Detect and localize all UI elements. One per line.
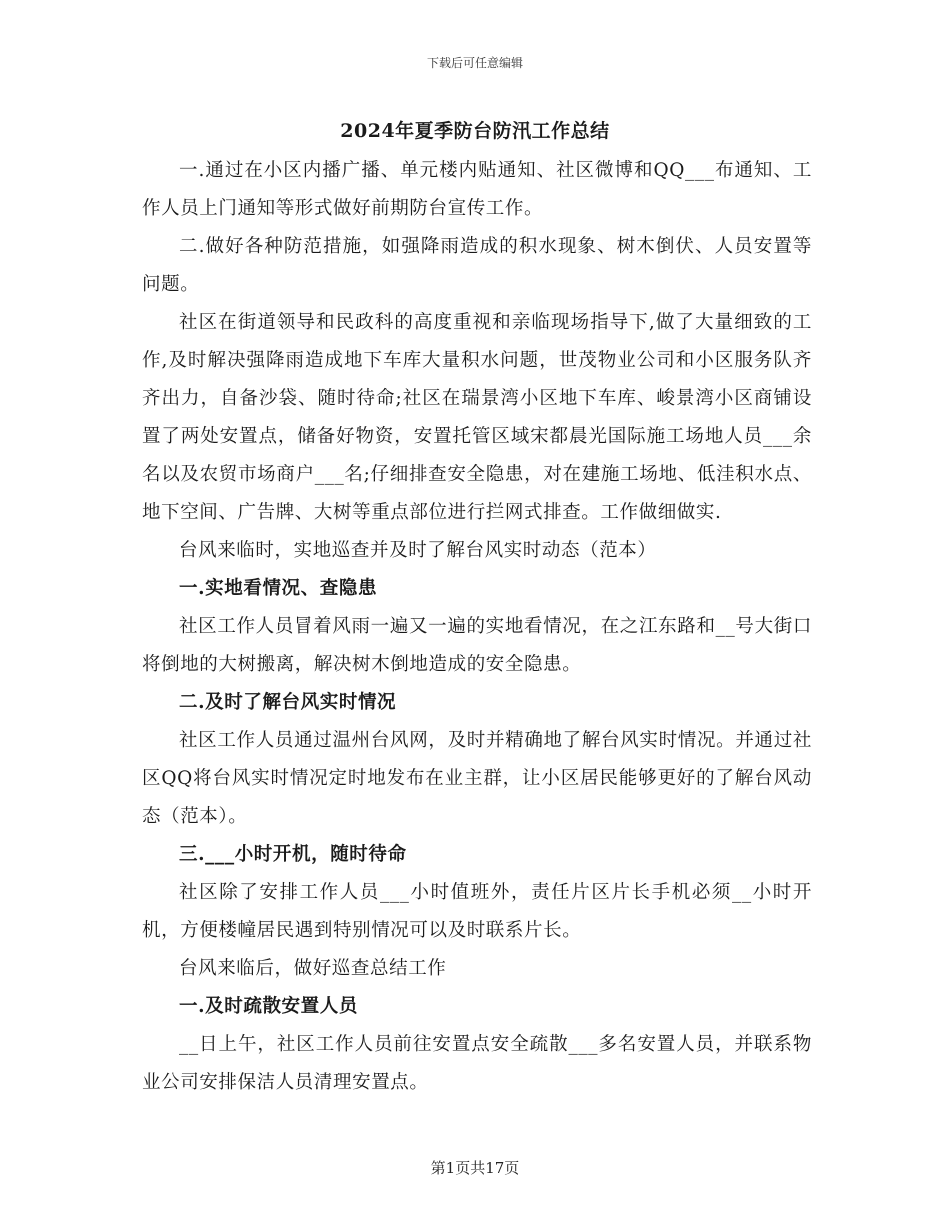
paragraph: 社区工作人员通过温州台风网，及时并精确地了解台风实时情况。并通过社区QQ将台风实时情况定时地发布在业主群，让小区居民能够更好的了解台风动态（范本）。 <box>142 730 812 827</box>
header-note: 下载后可任意编辑 <box>426 56 523 70</box>
section-heading: 二.及时了解台风实时情况 <box>179 692 397 713</box>
paragraph: 社区除了安排工作人员___小时值班外，责任片区片长手机必须__小时开机，方便楼幢居民遇到特别情况可以及时联系片长。 <box>142 882 812 941</box>
document-body <box>142 152 812 1102</box>
section-heading: 三.___小时开机，随时待命 <box>179 844 407 865</box>
paragraph: 社区在街道领导和民政科的高度重视和亲临现场指导下,做了大量细致的工作,及时解决强降雨造成地下车库大量积水问题，世茂物业公司和小区服务队齐齐出力，自备沙袋、随时待命;社区在瑞景湾小区地下车库、峻景湾小区商铺设置了两处安置点，储备好物资，安置托管区域宋都晨光国际施工场地人员___余名以及农贸市场商户___名;仔细排查安全隐患，对在建施工场地、低洼积水点、地下空间、广告牌、大树等重点部位进行拦网式排查。工作做细做实. <box>142 312 812 523</box>
paragraph: 二.做好各种防范措施，如强降雨造成的积水现象、树木倒伏、人员安置等问题。 <box>142 236 812 295</box>
paragraph: 社区工作人员冒着风雨一遍又一遍的实地看情况，在之江东路和__号大街口将倒地的大树搬离，解决树木倒地造成的安全隐患。 <box>142 616 812 675</box>
section-heading: 一.实地看情况、查隐患 <box>179 578 378 599</box>
page-number-footer: 第1页共17页 <box>430 1159 520 1177</box>
paragraph: 台风来临时，实地巡查并及时了解台风实时动态（范本） <box>179 540 657 561</box>
paragraph: __日上午，社区工作人员前往安置点安全疏散___多名安置人员，并联系物业公司安排保洁人员清理安置点。 <box>142 1034 812 1093</box>
paragraph: 台风来临后，做好巡查总结工作 <box>179 958 447 979</box>
paragraph: 一.通过在小区内播广播、单元楼内贴通知、社区微博和QQ___布通知、工作人员上门通知等形式做好前期防台宣传工作。 <box>142 160 812 219</box>
document-title: 2024年夏季防台防汛工作总结 <box>340 120 610 142</box>
section-heading: 一.及时疏散安置人员 <box>179 996 358 1017</box>
